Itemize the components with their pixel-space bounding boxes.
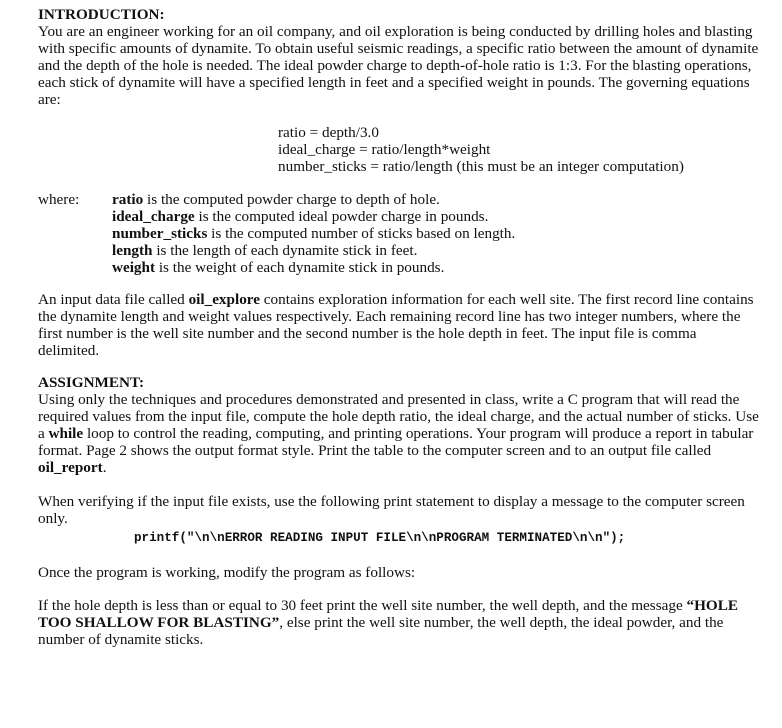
- printf-code-line: printf("\n\nERROR READING INPUT FILE\n\nPROGRAM TERMINATED\n\n");: [134, 531, 626, 545]
- condition-text-pre: If the hole depth is less than or equal to 30 feet print the well site number, the well depth, and the message: [38, 597, 687, 614]
- modify-paragraph: Once the program is working, modify the program as follows:: [38, 564, 416, 581]
- equation-number-sticks: number_sticks = ratio/length (this must be an integer computation): [278, 158, 684, 175]
- assignment-paragraph: [38, 391, 760, 476]
- definition-item: [112, 242, 515, 259]
- assignment-text-mid: loop to control the reading, computing, and printing operations. Your program will produce a report in tabular format. Page 2 shows the output format style. Print the table to the computer screen and to an output file called: [38, 425, 754, 459]
- condition-text-post: , else print the well site number, the well depth, the ideal powder, and the number of dynamite sticks.: [38, 614, 724, 648]
- equation-ratio: ratio = depth/3.0: [278, 124, 379, 141]
- verify-paragraph: When verifying if the input file exists, use the following print statement to display a message to the computer screen only.: [38, 493, 745, 527]
- input-text-post: contains exploration information for each well site. The first record line contains the dynamite length and weight values respectively. Each remaining record line has two integer numbers, where the first number is the well site number and the second number is the hole depth in feet. The input file is comma delimited.: [38, 291, 754, 359]
- shallow-message: “HOLE TOO SHALLOW FOR BLASTING”: [38, 597, 738, 631]
- input-text-pre: An input data file called: [38, 291, 189, 308]
- variable-definitions: [38, 191, 760, 276]
- definition-list: [112, 191, 515, 276]
- definition-desc: is the weight of each dynamite stick in pounds.: [155, 259, 445, 276]
- condition-paragraph: [38, 597, 760, 648]
- equation-ideal-charge: ideal_charge = ratio/length*weight: [278, 141, 491, 158]
- definition-item: [112, 259, 515, 276]
- input-file-name: oil_explore: [188, 291, 260, 308]
- definition-term: ratio: [112, 191, 144, 208]
- assignment-document: [38, 6, 760, 648]
- introduction-heading: INTRODUCTION:: [38, 6, 165, 23]
- assignment-text-post: .: [102, 459, 107, 476]
- definition-item: [112, 225, 515, 242]
- while-keyword: while: [48, 425, 84, 442]
- output-file-name: oil_report: [38, 459, 103, 476]
- definition-term: ideal_charge: [112, 208, 195, 225]
- governing-equations: [278, 124, 760, 175]
- input-file-paragraph: [38, 291, 760, 359]
- assignment-heading: ASSIGNMENT:: [38, 374, 145, 391]
- definition-desc: is the computed number of sticks based on length.: [207, 225, 516, 242]
- definition-item: [112, 191, 515, 208]
- definition-term: weight: [112, 259, 156, 276]
- definition-term: number_sticks: [112, 225, 208, 242]
- definition-desc: is the length of each dynamite stick in feet.: [152, 242, 418, 259]
- assignment-text-pre: Using only the techniques and procedures demonstrated and presented in class, write a C program that will read the required values from the input file, compute the hole depth ratio, the ideal charge, and the actual number of sticks. Use a: [38, 391, 759, 442]
- definition-term: length: [112, 242, 153, 259]
- introduction-paragraph: You are an engineer working for an oil company, and oil exploration is being conducted by drilling holes and blasting with specific amounts of dynamite. To obtain useful seismic readings, a specific ratio between the amount of dynamite and the depth of the hole is needed. The ideal powder charge to depth-of-hole ratio is 1:3. For the blasting operations, each stick of dynamite will have a specified length in feet and a specified weight in pounds. The governing equations are:: [38, 23, 759, 108]
- where-label: where:: [38, 191, 80, 208]
- definition-desc: is the computed ideal powder charge in pounds.: [194, 208, 489, 225]
- definition-desc: is the computed powder charge to depth of hole.: [143, 191, 440, 208]
- definition-item: [112, 208, 515, 225]
